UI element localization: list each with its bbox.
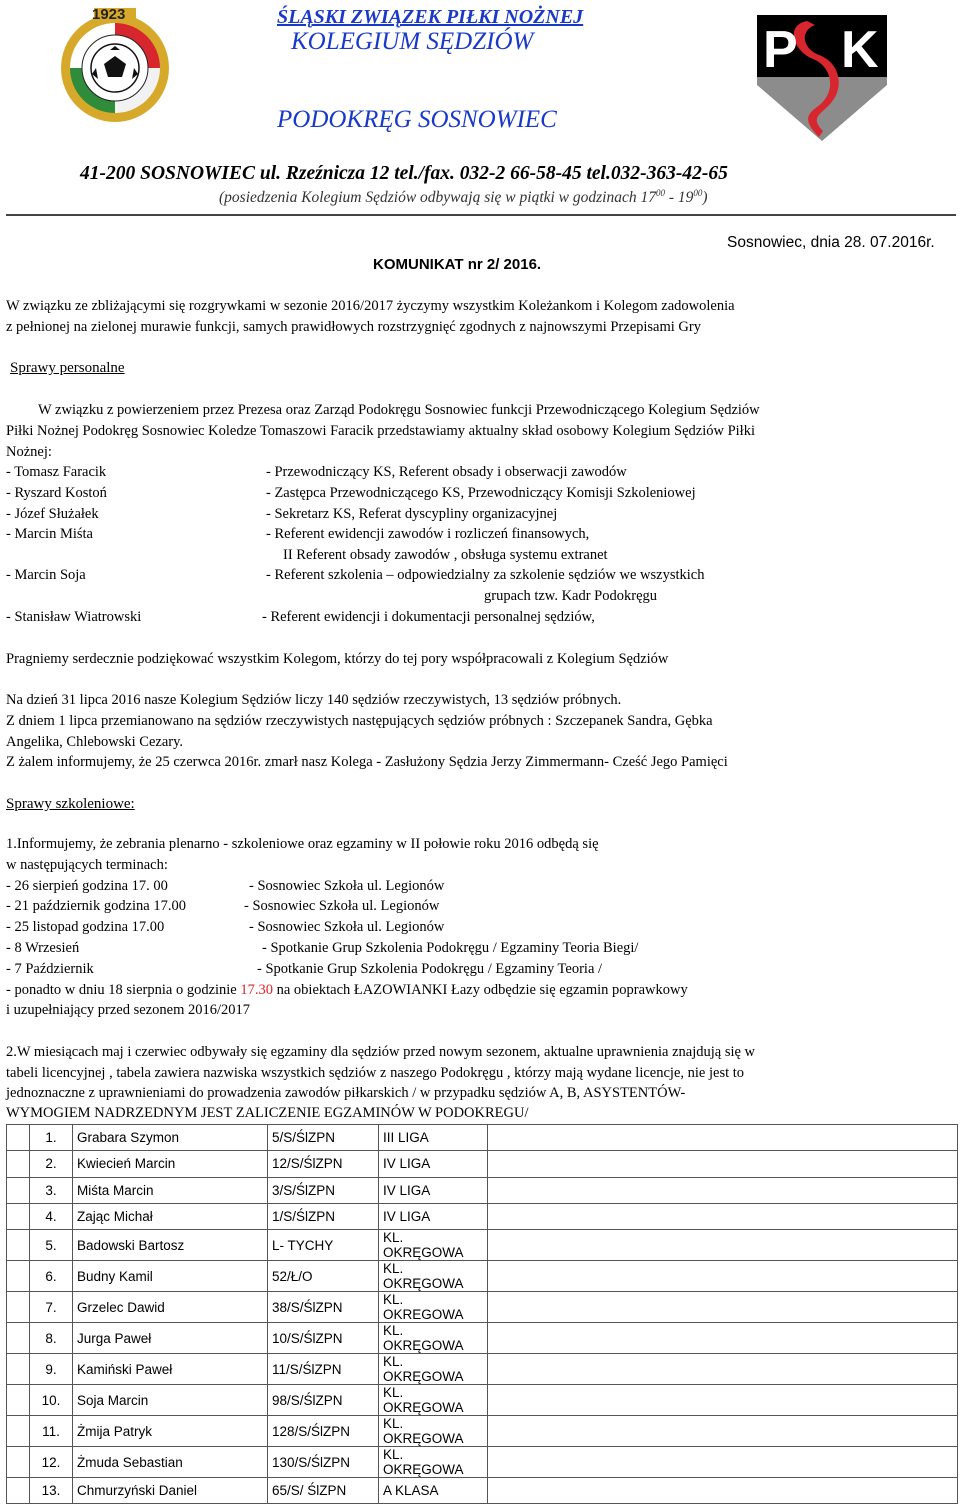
member-name: - Marcin Miśta [6,526,93,542]
referee-league: IV LIGA [379,1177,488,1203]
referee-license: 11/S/ŚlZPN [268,1354,379,1385]
referee-name: Jurga Paweł [73,1323,268,1354]
member-name: - Marcin Soja [6,567,86,583]
member-role: - Zastępca Przewodniczącego KS, Przewodniczący Komisji Szkoleniowej [266,485,696,501]
date-item: - 8 Wrzesień [6,940,80,956]
table-row [7,1230,958,1261]
intro-line-2: z pełnionej na zielonej murawie funkcji, samych prawidłowych rozstrzygnięć zgodnych z najnowszymi Przepisami Gry [6,319,701,335]
empty-cell [488,1292,958,1323]
member-name: - Ryszard Kostoń [6,485,107,501]
table-row [7,1478,958,1504]
row-edge-cell [7,1385,30,1416]
place-date: Sosnowiec, dnia 28. 07.2016r. [727,234,935,251]
referee-number: 10. [30,1385,73,1416]
referee-league: IV LIGA [379,1203,488,1229]
referee-license: 38/S/ŚlZPN [268,1292,379,1323]
referee-number: 5. [30,1230,73,1261]
date-item: - 26 sierpień godzina 17. 00 [6,878,168,894]
training-p2-line-4: WYMOGIEM NADRZEDNYM JEST ZALICZENIE EGZAMINÓW W PODOKREGU/ [6,1105,529,1121]
header-divider [6,214,956,216]
member-name: - Tomasz Faracik [6,464,107,480]
referee-name: Zając Michał [73,1203,268,1229]
row-edge-cell [7,1292,30,1323]
personnel-para-2: Piłki Nożnej Podokręg Sosnowiec Koledze Tomaszowi Faracik przedstawiamy aktualny skład osobowy Kolegium Sędziów Piłki [6,423,755,439]
referee-number: 4. [30,1203,73,1229]
row-edge-cell [7,1261,30,1292]
referee-number: 2. [30,1151,73,1177]
member-role: - Referent ewidencji i dokumentacji personalnej sędziów, [262,609,595,625]
sessions-line: (posiedzenia Kolegium Sędziów odbywają się w piątki w godzinach $17^{00} - 19^{00}$) [219,188,708,207]
referee-league: III LIGA [379,1125,488,1151]
psk-shield-icon [757,15,887,141]
referee-name: Badowski Bartosz [73,1230,268,1261]
referee-license: 5/S/ŚlZPN [268,1125,379,1151]
member-role-cont: grupach tzw. Kadr Podokręgu [484,588,658,604]
personnel-para-3: Nożnej: [6,444,52,460]
condolence-line: Z żalem informujemy, że 25 czerwca 2016r. zmarł nasz Kolega - Zasłużony Sędzia Jerzy Zimmermann- Cześć Jego Pamięci [6,754,728,770]
referee-license: 65/S/ ŚlZPN [268,1478,379,1504]
date-item: - 25 listopad godzina 17.00 [6,919,165,935]
makeup-exam-line-2: i uzupełniający przed sezonem 2016/2017 [6,1002,251,1018]
member-name: - Józef Służałek [6,506,99,522]
org-subtitle: KOLEGIUM SĘDZIÓW [291,28,534,55]
member-name: - Stanisław Wiatrowski [6,609,142,625]
referee-number: 1. [30,1125,73,1151]
empty-cell [488,1354,958,1385]
address-line: 41-200 SOSNOWIEC ul. Rzeźnicza 12 tel./fax. 032-2 66-58-45 tel.032-363-42-65 [80,163,728,184]
table-row [7,1151,958,1177]
referee-name: Żmuda Sebastian [73,1447,268,1478]
football-crest-icon [56,6,174,124]
row-edge-cell [7,1478,30,1504]
table-row [7,1416,958,1447]
referee-name: Chmurzyński Daniel [73,1478,268,1504]
makeup-exam-time: 17.30 [240,982,273,998]
referee-license-table [6,1124,958,1504]
row-edge-cell [7,1203,30,1229]
referee-league: KL. OKRĘGOWA [379,1447,488,1478]
date-item: - 21 październik godzina 17.00 [6,898,186,914]
referee-name: Żmija Patryk [73,1416,268,1447]
referee-number: 11. [30,1416,73,1447]
empty-cell [488,1125,958,1151]
empty-cell [488,1261,958,1292]
referee-name: Miśta Marcin [73,1177,268,1203]
date-place: - Spotkanie Grup Szkolenia Podokręgu / Egzaminy Teoria Biegi/ [262,940,639,956]
member-role-cont: II Referent obsady zawodów , obsługa systemu extranet [283,547,608,563]
row-edge-cell [7,1230,30,1261]
empty-cell [488,1416,958,1447]
row-edge-cell [7,1447,30,1478]
date-place: - Spotkanie Grup Szkolenia Podokręgu / Egzaminy Teoria / [257,961,603,977]
training-p2-line-1: 2.W miesiącach maj i czerwiec odbywały się egzaminy dla sędziów przed nowym sezonem, aktualne uprawnienia znajdują się w [6,1044,756,1060]
svg-text:P: P [763,21,798,79]
table-row [7,1125,958,1151]
referee-name: Kwiecień Marcin [73,1151,268,1177]
member-role: - Sekretarz KS, Referat dyscypliny organizacyjnej [266,506,558,522]
row-edge-cell [7,1416,30,1447]
empty-cell [488,1385,958,1416]
referee-license: 1/S/ŚlZPN [268,1203,379,1229]
empty-cell [488,1478,958,1504]
empty-cell [488,1203,958,1229]
personnel-heading: Sprawy personalne [10,360,125,376]
table-row [7,1323,958,1354]
right-logo [757,15,887,141]
referee-league: KL. OKRĘGOWA [379,1261,488,1292]
renamed-line-2: Angelika, Chlebowski Cezary. [6,734,184,750]
referee-number: 3. [30,1177,73,1203]
referee-league: KL. OKRĘGOWA [379,1323,488,1354]
member-role: - Referent szkolenia – odpowiedzialny za szkolenie sędziów we wszystkich [266,567,705,583]
referee-license: 128/S/ŚlZPN [268,1416,379,1447]
logo-year: 1923 [92,6,126,23]
referee-league: A KLASA [379,1478,488,1504]
referee-league: KL. OKRĘGOWA [379,1416,488,1447]
thanks-line: Pragniemy serdecznie podziękować wszystkim Kolegom, którzy do tej pory współpracowali z Kolegium Sędziów [6,651,669,667]
empty-cell [488,1323,958,1354]
referee-number: 13. [30,1478,73,1504]
intro-line-1: W związku ze zbliżającymi się rozgrywkami w sezonie 2016/2017 życzymy wszystkim Koleżankom i Kolegom zadowolenia [6,298,735,314]
date-place: - Sosnowiec Szkoła ul. Legionów [249,878,445,894]
table-row [7,1292,958,1323]
training-p2-line-3: jednoznaczne z uprawnieniami do prowadzenia zawodów piłkarskich / w przypadku sędziów A, B, ASYSTENTÓW- [6,1085,686,1101]
referee-number: 12. [30,1447,73,1478]
referee-number: 9. [30,1354,73,1385]
member-role: - Referent ewidencji zawodów i rozliczeń finansowych, [266,526,590,542]
referee-license: 98/S/ŚlZPN [268,1385,379,1416]
referee-license: 52/Ł/O [268,1261,379,1292]
date-place: - Sosnowiec Szkoła ul. Legionów [249,919,445,935]
makeup-exam-line: - ponadto w dniu 18 sierpnia o godzinie 17.30 na obiektach ŁAZOWIANKI Łazy odbędzie się egzamin poprawkowy [6,982,688,998]
referee-number: 6. [30,1261,73,1292]
referee-league: IV LIGA [379,1151,488,1177]
table-row [7,1354,958,1385]
row-edge-cell [7,1177,30,1203]
referee-league: KL. OKREGOWA [379,1292,488,1323]
table-row [7,1261,958,1292]
training-p1-line-1: 1.Informujemy, że zebrania plenarno - szkoleniowe oraz egzaminy w II połowie roku 2016 odbędą się [6,836,599,852]
referee-name: Kamiński Paweł [73,1354,268,1385]
org-name: ŚLĄSKI ZWIĄZEK PIŁKI NOŻNEJ [277,6,584,28]
org-branch: PODOKRĘG SOSNOWIEC [277,106,557,133]
referee-name: Soja Marcin [73,1385,268,1416]
referee-league: KL. OKRĘGOWA [379,1354,488,1385]
table-row [7,1385,958,1416]
svg-text:K: K [841,21,879,79]
referee-license: 12/S/ŚlZPN [268,1151,379,1177]
renamed-line-1: Z dniem 1 lipca przemianowano na sędziów rzeczywistych następujących sędziów próbnych : Szczepanek Sandra, Gębka [6,713,713,729]
referee-license: 130/S/ŚlZPN [268,1447,379,1478]
training-p2-line-2: tabeli licencyjnej , tabela zawiera nazwiska wszystkich sędziów z naszego Podokręgu , którzy mają wydane licencje, nie jest to [6,1065,745,1081]
communique-number: KOMUNIKAT nr 2/ 2016. [373,256,542,273]
stats-line: Na dzień 31 lipca 2016 nasze Kolegium Sędziów liczy 140 sędziów rzeczywistych, 13 sędziów próbnych. [6,692,622,708]
empty-cell [488,1151,958,1177]
referee-league: KL. OKRĘGOWA [379,1385,488,1416]
member-role: - Przewodniczący KS, Referent obsady i obserwacji zawodów [266,464,627,480]
referee-license: L- TYCHY [268,1230,379,1261]
row-edge-cell [7,1323,30,1354]
empty-cell [488,1177,958,1203]
date-place: - Sosnowiec Szkoła ul. Legionów [244,898,440,914]
personnel-para-1: W związku z powierzeniem przez Prezesa oraz Zarząd Podokręgu Sosnowiec funkcji Przewodniczącego Kolegium Sędziów [38,402,760,418]
row-edge-cell [7,1151,30,1177]
referee-name: Grabara Szymon [73,1125,268,1151]
table-row [7,1447,958,1478]
left-logo [56,6,174,124]
referee-license: 10/S/ŚlZPN [268,1323,379,1354]
empty-cell [488,1447,958,1478]
row-edge-cell [7,1125,30,1151]
referee-license: 3/S/ŚlZPN [268,1177,379,1203]
empty-cell [488,1230,958,1261]
table-row [7,1203,958,1229]
referee-league: KL. OKRĘGOWA [379,1230,488,1261]
training-heading: Sprawy szkoleniowe: [6,796,135,812]
row-edge-cell [7,1354,30,1385]
referee-name: Grzelec Dawid [73,1292,268,1323]
referee-name: Budny Kamil [73,1261,268,1292]
date-item: - 7 Październik [6,961,94,977]
referee-number: 7. [30,1292,73,1323]
table-row [7,1177,958,1203]
training-p1-line-2: w następujących terminach: [6,857,168,873]
referee-number: 8. [30,1323,73,1354]
